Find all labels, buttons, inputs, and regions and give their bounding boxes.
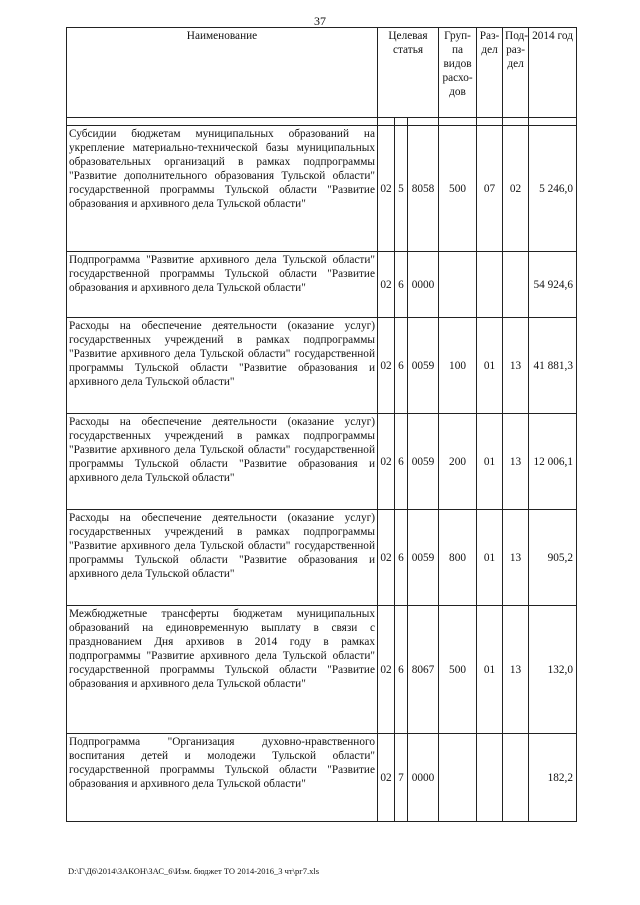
amount-cell: 905,2 [529, 510, 577, 606]
row-name-cell: Расходы на обеспечение деятельности (оказание услуг) государственных учреждений в рамках подпрограммы "Развитие архивного дела Тульской области" государственной программы Тульской области "Развитие образования и архивного дела Тульской области" [67, 318, 378, 414]
spacer-row [67, 118, 577, 126]
budget-table [66, 27, 577, 822]
amount-cell: 5 246,0 [529, 126, 577, 252]
target-code-direction: 0000 [408, 252, 439, 318]
table-row [67, 126, 577, 252]
table-row [67, 606, 577, 734]
table-row [67, 252, 577, 318]
expense-group-cell [439, 734, 477, 822]
expense-group-cell [439, 252, 477, 318]
amount-cell: 12 006,1 [529, 414, 577, 510]
header-subsection: Под-раз-дел [503, 28, 529, 118]
amount-cell: 182,2 [529, 734, 577, 822]
expense-group-cell: 800 [439, 510, 477, 606]
section-cell: 01 [477, 510, 503, 606]
expense-group-cell: 500 [439, 606, 477, 734]
header-name: Наименование [67, 28, 378, 118]
page-number: 37 [314, 14, 326, 28]
subsection-cell [503, 252, 529, 318]
spacer-cell [529, 118, 577, 126]
amount-cell: 41 881,3 [529, 318, 577, 414]
subsection-cell [503, 734, 529, 822]
section-cell [477, 734, 503, 822]
amount-cell: 54 924,6 [529, 252, 577, 318]
row-name-cell: Расходы на обеспечение деятельности (оказание услуг) государственных учреждений в рамках подпрограммы "Развитие архивного дела Тульской области" государственной программы Тульской области "Развитие образования и архивного дела Тульской области" [67, 414, 378, 510]
spacer-cell [395, 118, 408, 126]
header-row [67, 28, 577, 118]
row-name-cell: Подпрограмма "Развитие архивного дела Тульской области" государственной программы Тульской области "Развитие образования и архивного дела Тульской области" [67, 252, 378, 318]
target-code-direction: 0059 [408, 318, 439, 414]
header-section: Раз-дел [477, 28, 503, 118]
target-code-subprogram: 6 [395, 510, 408, 606]
expense-group-cell: 100 [439, 318, 477, 414]
expense-group-cell: 500 [439, 126, 477, 252]
subsection-cell: 02 [503, 126, 529, 252]
target-code-program: 02 [378, 318, 395, 414]
target-code-subprogram: 7 [395, 734, 408, 822]
target-code-program: 02 [378, 414, 395, 510]
section-cell: 01 [477, 606, 503, 734]
target-code-subprogram: 5 [395, 126, 408, 252]
spacer-cell [67, 118, 378, 126]
subsection-cell: 13 [503, 606, 529, 734]
table-row [67, 734, 577, 822]
target-code-program: 02 [378, 252, 395, 318]
row-name-cell: Подпрограмма "Организация духовно-нравственного воспитания детей и молодежи Тульской области" государственной программы Тульской области "Развитие образования и архивного дела Тульской области" [67, 734, 378, 822]
spacer-cell [439, 118, 477, 126]
target-code-program: 02 [378, 734, 395, 822]
header-year: 2014 год [529, 28, 577, 118]
spacer-cell [477, 118, 503, 126]
section-cell [477, 252, 503, 318]
table-row [67, 414, 577, 510]
target-code-direction: 8067 [408, 606, 439, 734]
spacer-cell [378, 118, 395, 126]
target-code-direction: 0059 [408, 414, 439, 510]
target-code-direction: 0059 [408, 510, 439, 606]
target-code-subprogram: 6 [395, 318, 408, 414]
target-code-direction: 0000 [408, 734, 439, 822]
subsection-cell: 13 [503, 414, 529, 510]
row-name-cell: Межбюджетные трансферты бюджетам муниципальных образований на единовременную выплату в связи с празднованием Дня архивов в 2014 году в рамках подпрограммы "Развитие архивного дела Тульской области" государственной программы Тульской области "Развитие образования и архивного дела Тульской области" [67, 606, 378, 734]
expense-group-cell: 200 [439, 414, 477, 510]
section-cell: 01 [477, 414, 503, 510]
subsection-cell: 13 [503, 510, 529, 606]
spacer-cell [408, 118, 439, 126]
table-row [67, 318, 577, 414]
amount-cell: 132,0 [529, 606, 577, 734]
header-expense-group: Груп-па видов расхо-дов [439, 28, 477, 118]
section-cell: 01 [477, 318, 503, 414]
target-code-program: 02 [378, 510, 395, 606]
target-code-program: 02 [378, 126, 395, 252]
footer-file-path: D:\Г\Д6\2014\ЗАКОН\ЗАС_6\Изм. бюджет ТО 2014-2016_3 чт\рг7.xls [68, 866, 320, 876]
table-row [67, 510, 577, 606]
row-name-cell: Расходы на обеспечение деятельности (оказание услуг) государственных учреждений в рамках подпрограммы "Развитие архивного дела Тульской области" государственной программы Тульской области "Развитие образования и архивного дела Тульской области" [67, 510, 378, 606]
target-code-subprogram: 6 [395, 414, 408, 510]
target-code-subprogram: 6 [395, 606, 408, 734]
header-target-article: Целевая статья [378, 28, 439, 118]
subsection-cell: 13 [503, 318, 529, 414]
section-cell: 07 [477, 126, 503, 252]
row-name-cell: Субсидии бюджетам муниципальных образований на укрепление материально-технической базы муниципальных образовательных организаций в рамках подпрограммы "Развитие дополнительного образования Тульской области" государственной программы Тульской области "Развитие образования и архивного дела Тульской области" [67, 126, 378, 252]
target-code-program: 02 [378, 606, 395, 734]
spacer-cell [503, 118, 529, 126]
target-code-subprogram: 6 [395, 252, 408, 318]
target-code-direction: 8058 [408, 126, 439, 252]
